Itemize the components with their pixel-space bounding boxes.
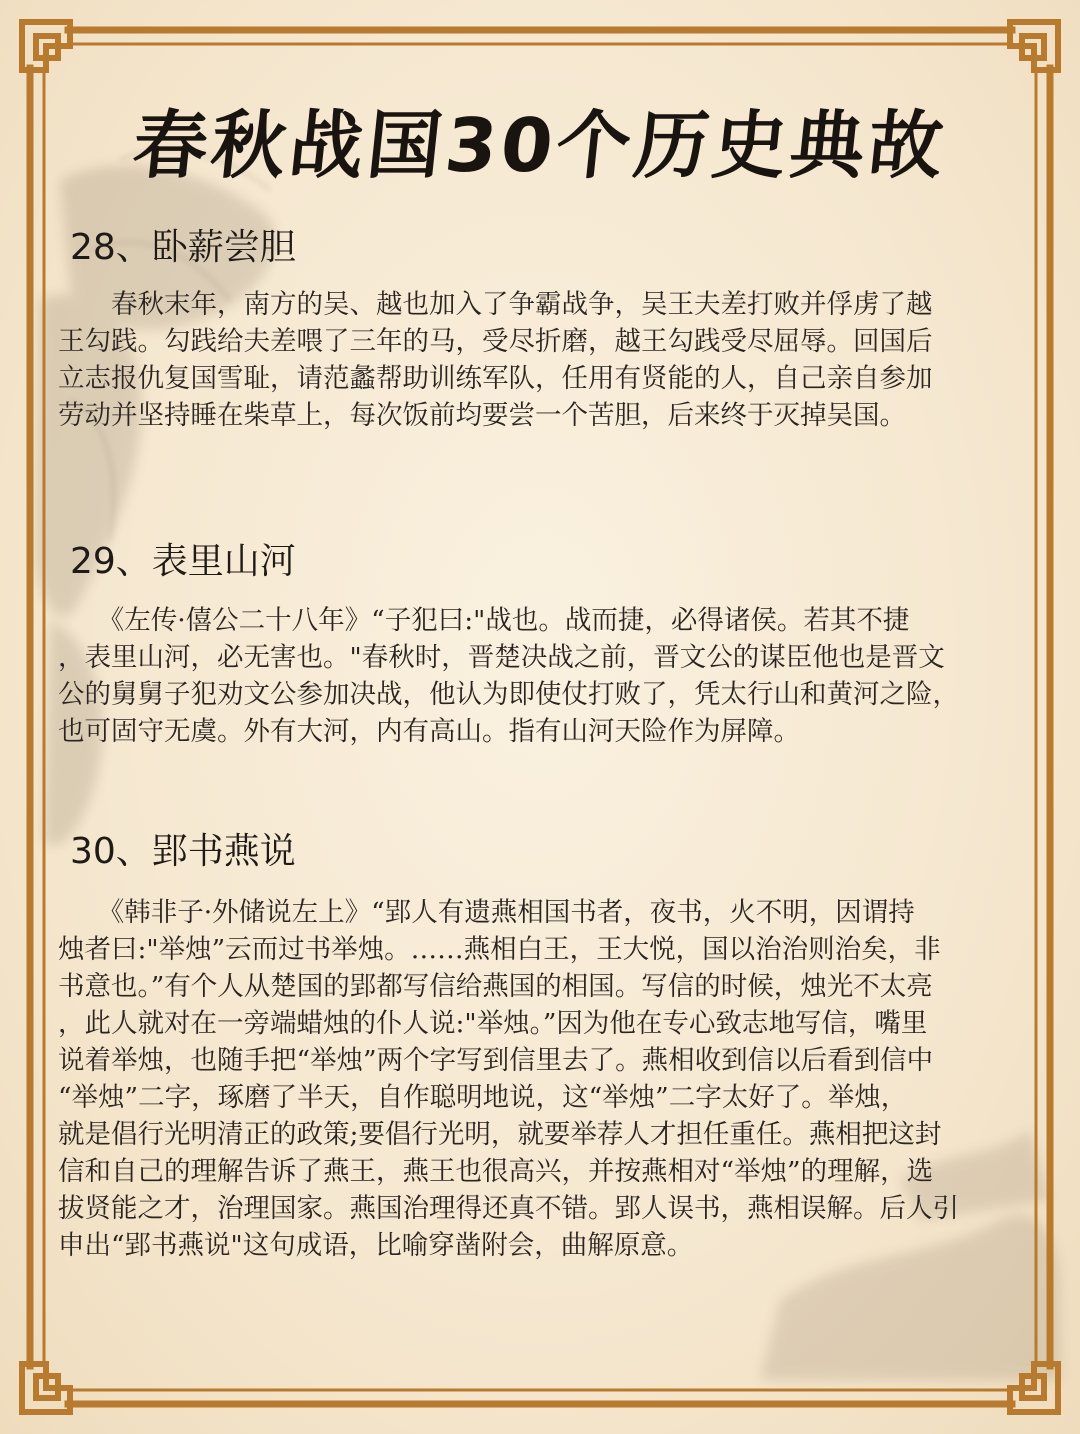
text-line: 公的舅舅子犯劝文公参加决战，他认为即使仗打败了，凭太行山和黄河之险，: [58, 679, 959, 710]
text-line: 也可固守无虞。外有大河，内有高山。指有山河天险作为屏障。: [58, 716, 800, 747]
section-body-28: [58, 286, 1030, 434]
text-line: 劳动并坚持睡在柴草上，每次饭前均要尝一个苦胆，后来终于灭掉吴国。: [58, 400, 906, 431]
text-line: ，表里山河，必无害也。"春秋时，晋楚决战之前，晋文公的谋臣他也是晋文: [58, 642, 945, 673]
text-line: 就是倡行光明清正的政策;要倡行光明，就要举荐人才担任重任。燕相把这封: [58, 1119, 942, 1150]
section-body-30: [58, 894, 1030, 1264]
text-line: 拔贤能之才，治理国家。燕国治理得还真不错。郢人误书，燕相误解。后人引: [58, 1193, 959, 1224]
text-line: 申出“郢书燕说"这句成语，比喻穿凿附会，曲解原意。: [58, 1230, 694, 1261]
page-title: 春秋战国30个历史典故: [128, 103, 952, 189]
section-heading-30: 30、郢书燕说: [70, 831, 296, 872]
text-line: 信和自己的理解告诉了燕王，燕王也很高兴，并按燕相对“举烛”的理解，选: [58, 1156, 934, 1187]
text-line: 立志报仇复国雪耻，请范蠡帮助训练军队，任用有贤能的人，自己亲自参加: [58, 363, 933, 394]
text-line: ，此人就对在一旁端蜡烛的仆人说:"举烛。”因为他在专心致志地写信，嘴里: [58, 1008, 928, 1039]
text-line: 春秋末年，南方的吴、越也加入了争霸战争，吴王夫差打败并俘虏了越: [58, 289, 933, 320]
text-line: 《左传·僖公二十八年》“子犯曰:"战也。战而捷，必得诸侯。若其不捷: [58, 605, 910, 636]
section-body-29: [58, 602, 1030, 750]
text-line: 书意也。”有个人从楚国的郢都写信给燕国的相国。写信的时候，烛光不太亮: [58, 971, 933, 1002]
section-heading-29: 29、表里山河: [70, 541, 296, 582]
section-heading-28: 28、卧薪尝胆: [70, 227, 296, 268]
text-line: 烛者曰:"举烛”云而过书举烛。……燕相白王，王大悦，国以治治则治矣，非: [58, 934, 941, 965]
text-line: 说着举烛，也随手把“举烛”两个字写到信里去了。燕相收到信以后看到信中: [58, 1045, 934, 1076]
text-line: “举烛”二字，琢磨了半天，自作聪明地说，这“举烛”二字太好了。举烛，: [58, 1082, 908, 1113]
text-line: 王勾践。勾践给夫差喂了三年的马，受尽折磨，越王勾践受尽屈辱。回国后: [58, 326, 933, 357]
text-line: 《韩非子·外储说左上》“郢人有遗燕相国书者，夜书，火不明，因谓持: [58, 897, 915, 928]
